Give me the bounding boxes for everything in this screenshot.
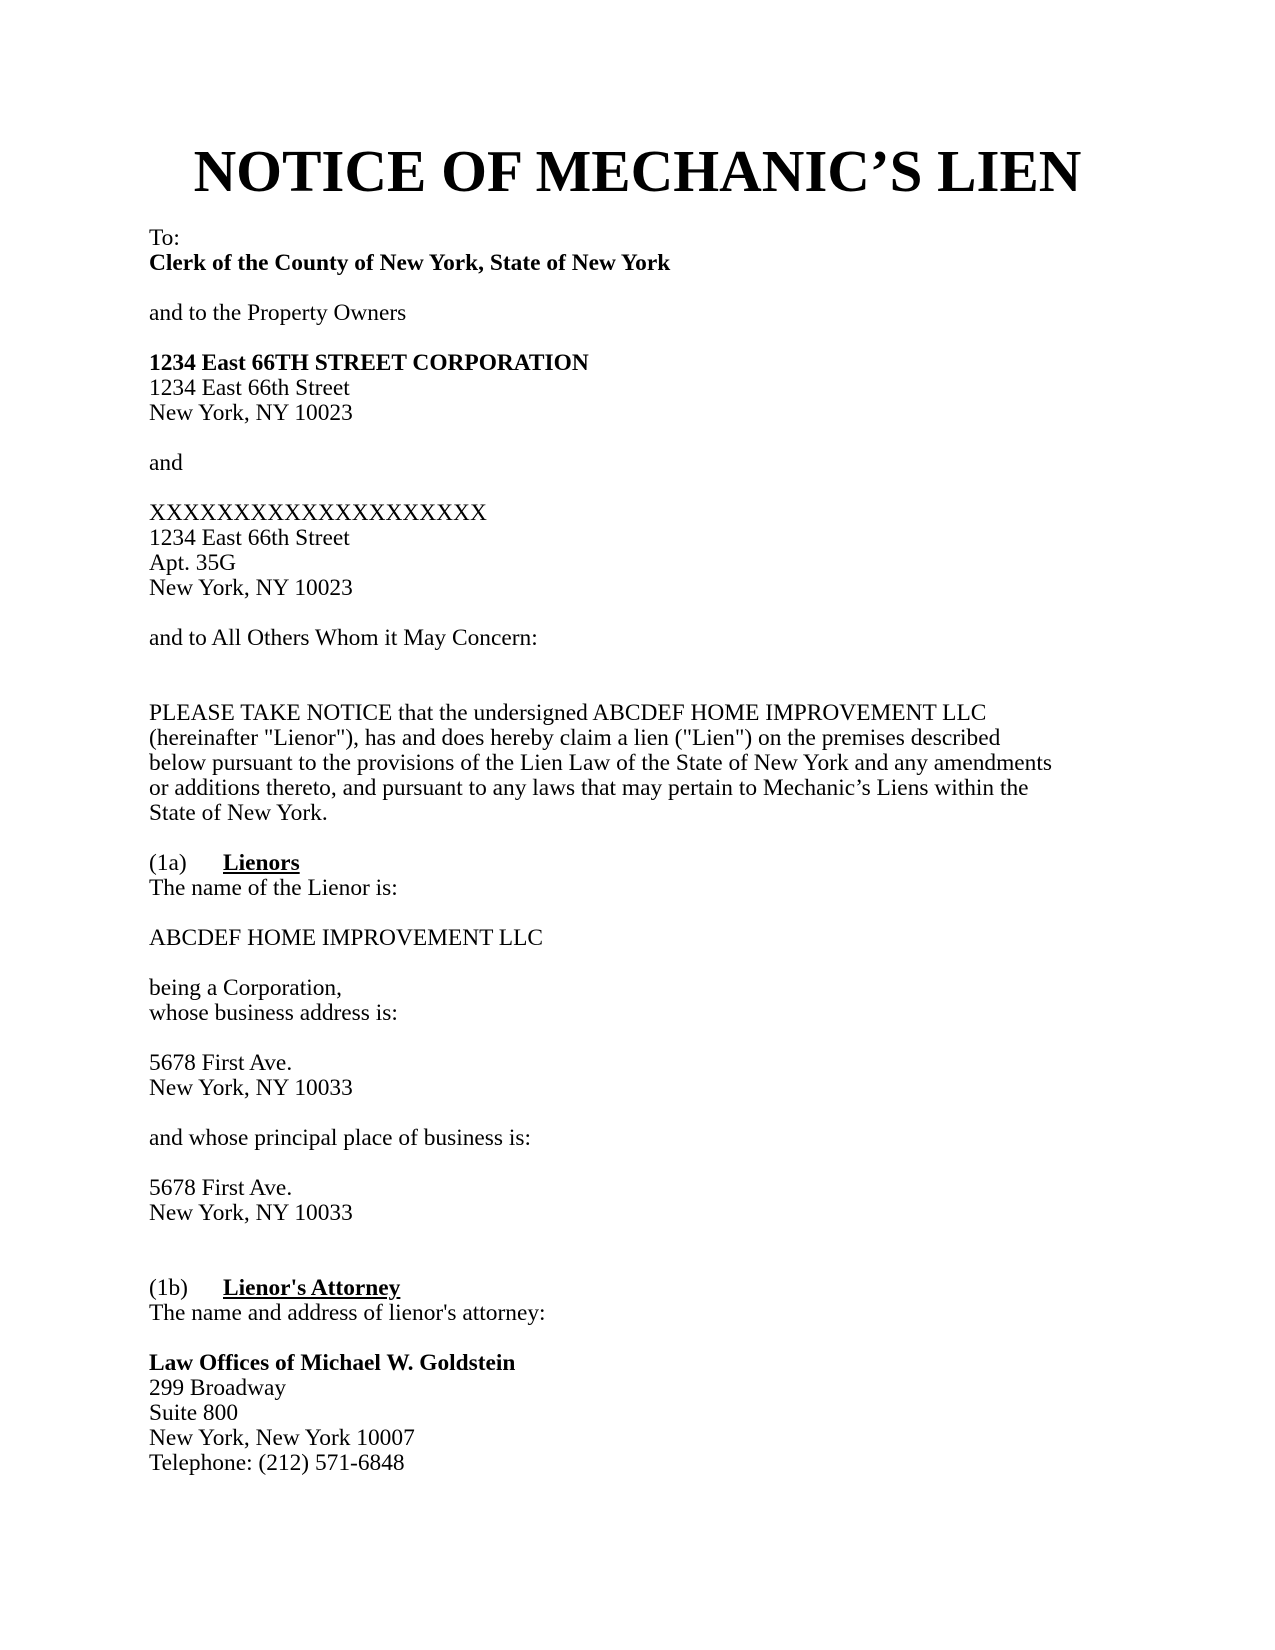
owner2-address-line: New York, NY 10023 xyxy=(149,575,353,601)
notice-paragraph-line: or additions thereto, and pursuant to any laws that may pertain to Mechanic’s Liens within the xyxy=(149,775,1029,801)
owner1-name: 1234 East 66TH STREET CORPORATION xyxy=(149,350,589,376)
principal-address-line: New York, NY 10033 xyxy=(149,1200,353,1226)
principal-place-intro: and whose principal place of business is: xyxy=(149,1125,531,1151)
owner1-address-line: New York, NY 10023 xyxy=(149,400,353,426)
business-address-line: New York, NY 10033 xyxy=(149,1075,353,1101)
notice-paragraph-line: (hereinafter "Lienor"), has and does hereby claim a lien ("Lien") on the premises described xyxy=(149,725,1001,751)
attorney-address-line: 299 Broadway xyxy=(149,1375,287,1401)
attorney-firm: Law Offices of Michael W. Goldstein xyxy=(149,1350,516,1376)
notice-paragraph-line: PLEASE TAKE NOTICE that the undersigned ABCDEF HOME IMPROVEMENT LLC xyxy=(149,700,987,726)
document-body xyxy=(149,226,1149,1476)
attorney-address-line: New York, New York 10007 xyxy=(149,1425,415,1451)
section-1a-intro: The name of the Lienor is: xyxy=(149,875,398,901)
attorney-address-line: Suite 800 xyxy=(149,1400,239,1426)
notice-paragraph-line: below pursuant to the provisions of the Lien Law of the State of New York and any amendments xyxy=(149,750,1052,776)
business-address-intro: whose business address is: xyxy=(149,1000,398,1026)
section-1b-header xyxy=(149,1276,1149,1301)
clerk-recipient: Clerk of the County of New York, State of New York xyxy=(149,250,671,276)
section-1b-intro: The name and address of lienor's attorney: xyxy=(149,1300,546,1326)
business-address-line: 5678 First Ave. xyxy=(149,1050,293,1076)
attorney-telephone: Telephone: (212) 571-6848 xyxy=(149,1450,405,1476)
document-title: NOTICE OF MECHANIC’S LIEN xyxy=(193,138,1082,204)
section-1a-header xyxy=(149,851,1149,876)
owner2-address-line: Apt. 35G xyxy=(149,550,237,576)
to-label: To: xyxy=(149,225,180,251)
others-recipient: and to All Others Whom it May Concern: xyxy=(149,625,538,651)
owner1-address-line: 1234 East 66th Street xyxy=(149,375,350,401)
section-1a-heading: Lienors xyxy=(223,850,300,876)
principal-address-line: 5678 First Ave. xyxy=(149,1175,293,1201)
owners-intro: and to the Property Owners xyxy=(149,300,407,326)
notice-paragraph-line: State of New York. xyxy=(149,800,328,826)
lienor-name: ABCDEF HOME IMPROVEMENT LLC xyxy=(149,925,543,951)
section-1b-heading: Lienor's Attorney xyxy=(223,1275,401,1301)
section-1b-number: (1b) xyxy=(149,1275,188,1301)
owner2-name: XXXXXXXXXXXXXXXXXXXX xyxy=(149,500,487,526)
lienor-entity-type: being a Corporation, xyxy=(149,975,342,1001)
section-1a-number: (1a) xyxy=(149,850,187,876)
owner2-address-line: 1234 East 66th Street xyxy=(149,525,350,551)
and-label: and xyxy=(149,450,183,476)
